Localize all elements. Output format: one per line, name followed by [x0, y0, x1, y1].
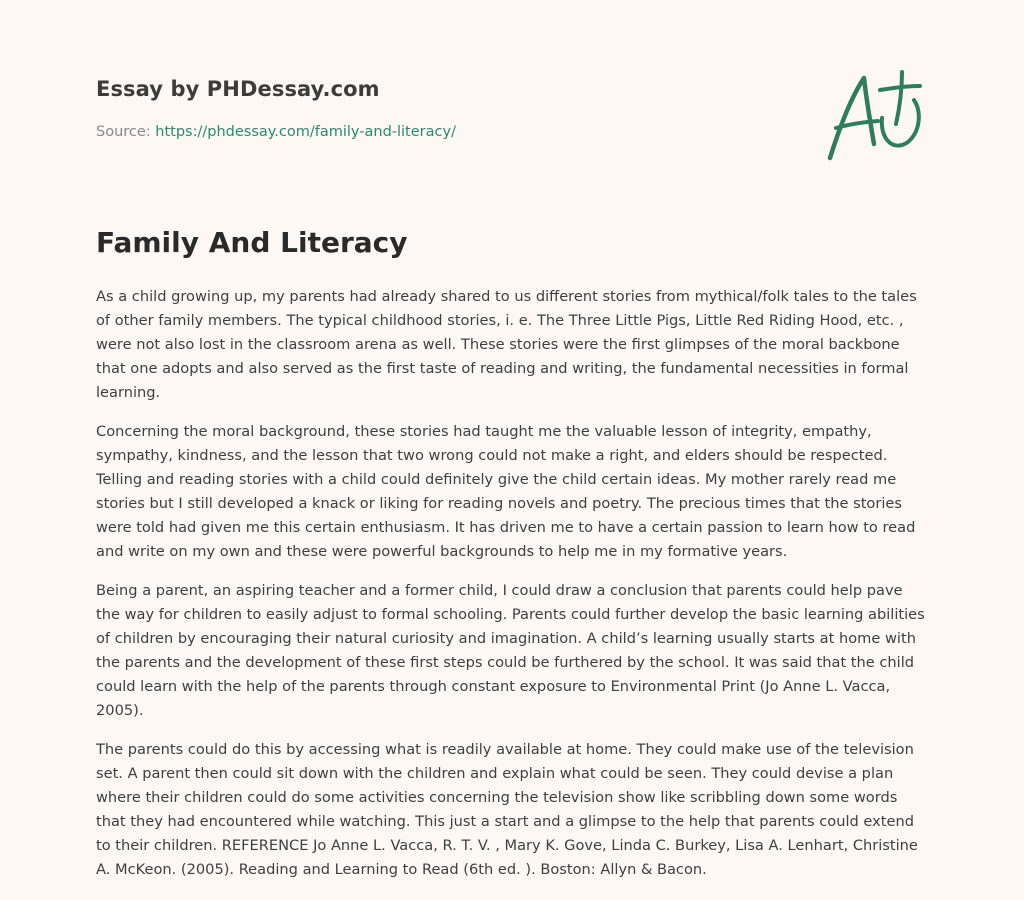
- essay-paragraph: Being a parent, an aspiring teacher and a former child, I could draw a conclusion that parents could help pave the way for children to easily adjust to formal schooling. Parents could further develop the basic learning abilities of children by encouraging their natural curiosity and imagination. A child’s learning usually starts at home with the parents and the development of these first steps could be furthered by the school. It was said that the child could learn with the help of the parents through constant exposure to Environmental Print (Jo Anne L. Vacca, 2005).: [96, 582, 925, 719]
- source-link[interactable]: https://phdessay.com/family-and-literacy/: [155, 124, 456, 140]
- site-brand-title: Essay by PHDessay.com: [96, 77, 380, 101]
- essay-paragraph: As a child growing up, my parents had already shared to us different stories from mythical/folk tales to the tales of other family members. The typical childhood stories, i. e. The Three Little Pigs, Little Red Riding Hood, etc. , were not also lost in the classroom arena as well. These stories were the first glimpses of the moral backbone that one adopts and also served as the first taste of reading and writing, the fundamental necessities in formal learning.: [96, 288, 917, 401]
- essay-paragraph: The parents could do this by accessing what is readily available at home. They could make use of the television set. A parent then could sit down with the children and explain what could be seen. They could devise a plan where their children could do some activities concerning the television show like scribbling down some words that they had encountered while watching. This just a start and a glimpse to the help that parents could extend to their children. REFERENCE Jo Anne L. Vacca, R. T. V. , Mary K. Gove, Linda C. Burkey, Lisa A. Lenhart, Christine A. McKeon. (2005). Reading and Learning to Read (6th ed. ). Boston: Allyn & Bacon.: [96, 741, 918, 878]
- essay-title: Family And Literacy: [96, 226, 408, 259]
- a-plus-logo-icon: [820, 66, 930, 166]
- source-line: [96, 124, 456, 140]
- essay-paragraph: Concerning the moral background, these stories had taught me the valuable lesson of integrity, empathy, sympathy, kindness, and the lesson that two wrong could not make a right, and elders should be respected. Telling and reading stories with a child could definitely give the child certain ideas. My mother rarely read me stories but I still developed a knack or liking for reading novels and poetry. The precious times that the stories were told had given me this certain enthusiasm. It has driven me to have a certain passion to learn how to read and write on my own and these were powerful backgrounds to help me in my formative years.: [96, 423, 916, 560]
- essay-body: [96, 285, 928, 897]
- source-label: Source:: [96, 124, 156, 140]
